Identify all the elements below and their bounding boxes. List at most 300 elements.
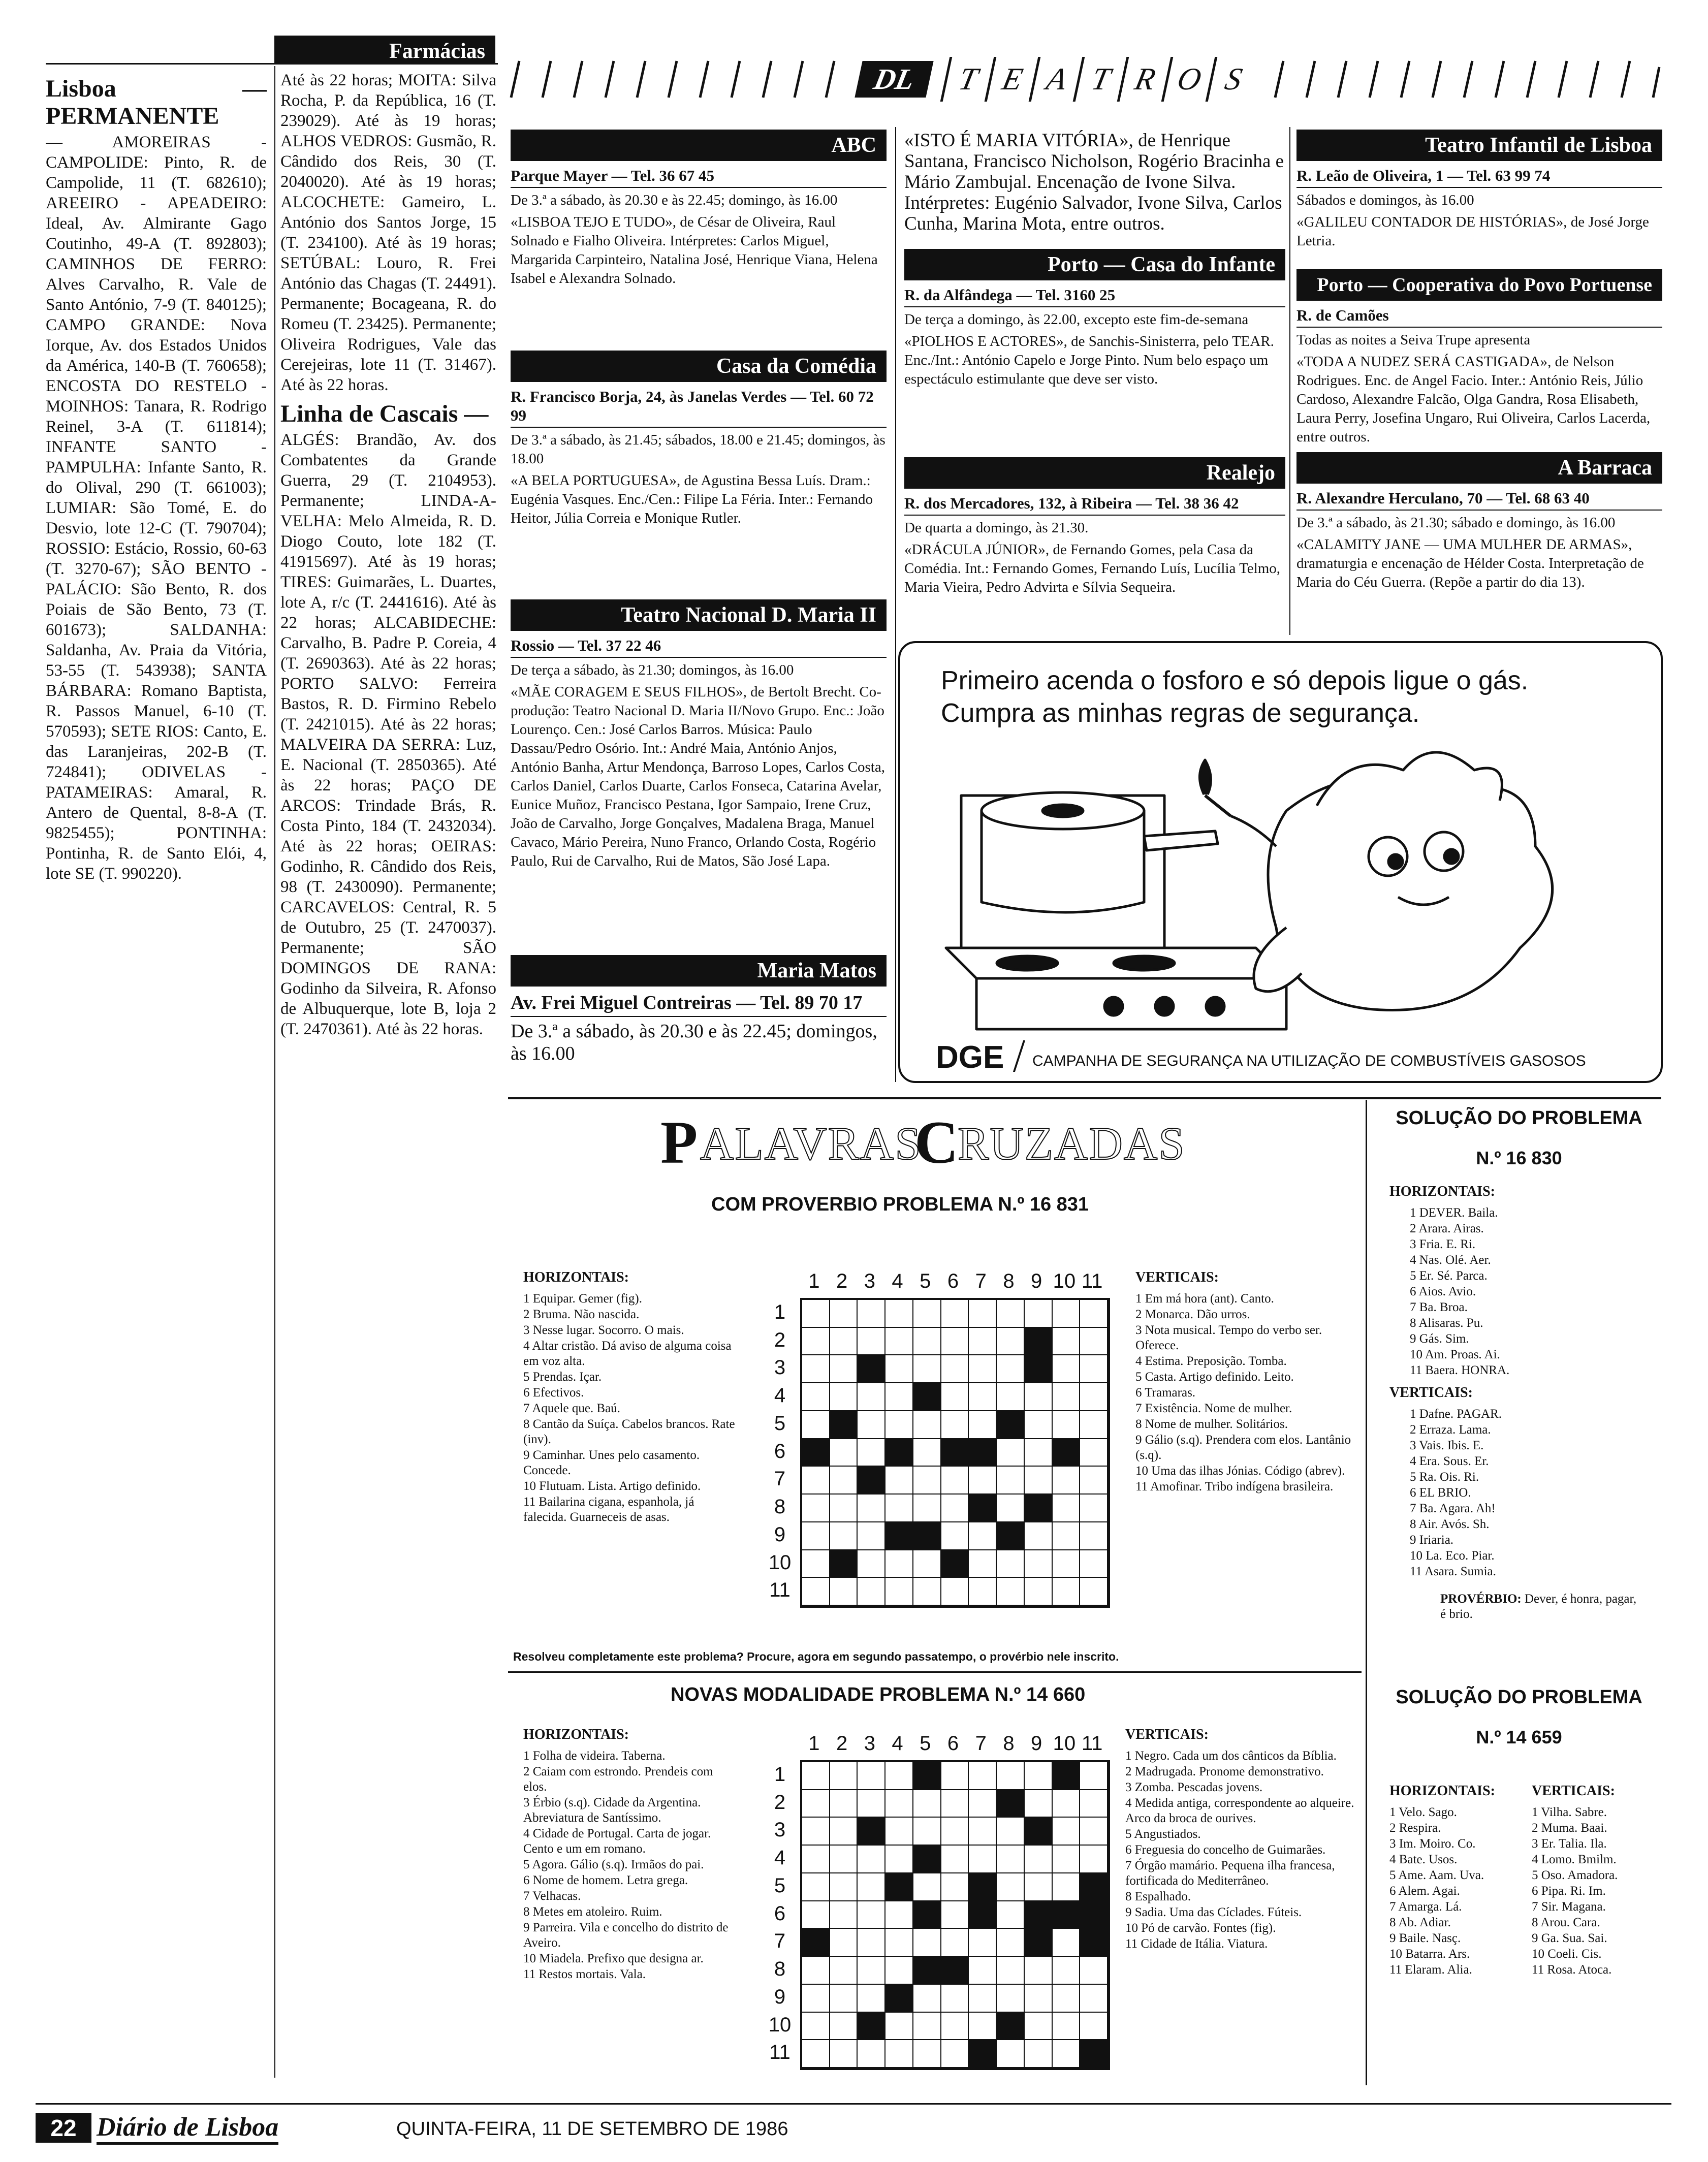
puzzle2-cell-r4c4[interactable] — [885, 1846, 913, 1873]
puzzle2-cell-r2c4[interactable] — [885, 1790, 913, 1818]
puzzle2-cell-r5c1[interactable] — [802, 1873, 830, 1901]
puzzle2-cell-r5c6[interactable] — [941, 1873, 969, 1901]
puzzle2-cell-r11c6[interactable] — [941, 2040, 969, 2068]
puzzle1-cell-r7c5[interactable] — [913, 1467, 941, 1495]
s1-vert-9: 9 Iriaria. — [1410, 1533, 1454, 1547]
puzzle1-cell-r6c4[interactable] — [885, 1439, 913, 1467]
puzzle2-cell-r9c6[interactable] — [941, 1985, 969, 2013]
puzzle2-cell-r3c10[interactable] — [1053, 1818, 1081, 1846]
puzzle2-cell-r11c8[interactable] — [997, 2040, 1025, 2068]
puzzle1-cell-r3c10[interactable] — [1053, 1355, 1081, 1383]
puzzle1-cell-r1c11[interactable] — [1080, 1300, 1108, 1328]
puzzle2-cell-r4c10[interactable] — [1053, 1846, 1081, 1873]
puzzle1-cell-r7c2[interactable] — [830, 1467, 858, 1495]
puzzle2-cell-r4c7[interactable] — [969, 1846, 997, 1873]
theatre-casa-comedia-description: «A BELA PORTUGUESA», de Agustina Bessa Luís. Dram.: Eugénia Vasques. Enc./Cen.: Filipe La Féria. Inter.: Fernando Heitor, Júlia Correia e Monique Rutler. — [511, 472, 873, 526]
puzzle1-cell-r2c8[interactable] — [997, 1328, 1025, 1356]
s1-horiz-1: 1 DEVER. Baila. — [1410, 1206, 1498, 1220]
p1-horiz-clue-1: 1 Equipar. Gemer (fig). — [523, 1292, 642, 1306]
puzzle1-cell-r7c1[interactable] — [802, 1467, 830, 1495]
puzzle2-cell-r5c8[interactable] — [997, 1873, 1025, 1901]
puzzle2-cell-r8c3[interactable] — [858, 1957, 885, 1985]
puzzle2-cell-r6c10[interactable] — [1053, 1901, 1081, 1929]
puzzle2-cell-r9c3[interactable] — [858, 1985, 885, 2013]
puzzle1-cell-r7c8[interactable] — [997, 1467, 1025, 1495]
puzzle1-cell-r11c8[interactable] — [997, 1578, 1025, 1606]
puzzle1-cell-r3c6[interactable] — [941, 1355, 969, 1383]
p1-horiz-clue-6: 6 Efectivos. — [523, 1386, 584, 1400]
puzzle1-cell-r6c2[interactable] — [830, 1439, 858, 1467]
puzzle2-cell-r5c5[interactable] — [913, 1873, 941, 1901]
puzzle2-cell-r9c9[interactable] — [1025, 1985, 1053, 2013]
puzzle2-cell-r11c11[interactable] — [1080, 2040, 1108, 2068]
puzzle2-cell-r7c6[interactable] — [941, 1929, 969, 1957]
puzzle2-cell-r9c10[interactable] — [1053, 1985, 1081, 2013]
p2-vert-clue-1: 1 Negro. Cada um dos cânticos da Bíblia. — [1125, 1749, 1337, 1763]
puzzle1-cell-r2c4[interactable] — [885, 1328, 913, 1356]
puzzle2-col-number-9: 9 — [1031, 1732, 1042, 1755]
puzzle2-cell-r2c5[interactable] — [913, 1790, 941, 1818]
puzzle2-cell-r4c9[interactable] — [1025, 1846, 1053, 1873]
theatre-cooperativa-address: R. de Camões — [1296, 306, 1662, 328]
puzzle2-cell-r11c4[interactable] — [885, 2040, 913, 2068]
theatre-barraca-name: A Barraca — [1296, 452, 1662, 484]
puzzle2-cell-r4c1[interactable] — [802, 1846, 830, 1873]
puzzle1-cell-r1c4[interactable] — [885, 1300, 913, 1328]
puzzle1-cell-r4c8[interactable] — [997, 1383, 1025, 1411]
puzzle1-cell-r5c5[interactable] — [913, 1411, 941, 1439]
puzzle2-cell-r9c4[interactable] — [885, 1985, 913, 2013]
s2-horiz-7: 7 Amarga. Lá. — [1389, 1900, 1462, 1914]
puzzle1-cell-r3c11[interactable] — [1080, 1355, 1108, 1383]
puzzle1-cell-r2c1[interactable] — [802, 1328, 830, 1356]
puzzle1-cell-r10c11[interactable] — [1080, 1550, 1108, 1578]
puzzle2-cell-r6c9[interactable] — [1025, 1901, 1053, 1929]
puzzle2-row-number-11: 11 — [769, 2041, 790, 2064]
p1-vert-clue-6: 6 Tramaras. — [1135, 1386, 1196, 1400]
puzzle2-cell-r2c9[interactable] — [1025, 1790, 1053, 1818]
puzzle2-cell-r8c6[interactable] — [941, 1957, 969, 1985]
puzzle1-cell-r3c9[interactable] — [1025, 1355, 1053, 1383]
puzzle1-cell-r2c7[interactable] — [969, 1328, 997, 1356]
pharmacy-col1-text-1: — AMOREIRAS - CAMPOLIDE: Pinto, R. de Campolide, 11 (T. 682610); AREEIRO - APEADEIRO: Ideal, Av. Almirante Gago Coutinho, 49-A (T. 892803); CAMINHOS DE FERRO: Alves Carvalho, R. Vale de Santo António, 7-9 (T. 840125); CAMPO GRANDE: Nova Iorque, Av. dos Estados Unidos da América, 140-B (T. 760658); ENCOSTA DO RESTELO - MOINHOS: Tanara, R. Rodrigo Reinel, 3-A (T. 611814); INFANTE SANTO - PAMPULHA: Infante Santo, R. do Olival, 290 (T. 661003); LUMIAR: São Tomé, E. do Desvio, lote 12-C (T. 790704); ROSSIO: Estácio, Rossio, 60-63 (T. 3270-67); SÃO BENTO - PALÁCIO: São Bento, R. dos Poiais de São Bento, 73 (T. 601673); SALDANHA: Saldanha, Av. Praia da Vitória, 53-55 (T. 543938); SANTA BÁRBARA: Romano Baptista, R. Passos Manuel, 6-10 (T. 570593); SETE RIOS: Canto, E. das Laranjeiras, 202-B (T. 724841); ODIVELAS - PATAMEIRAS: Amaral, R. Antero de Quental, 8-8-A (T. 9825455); PONTINHA: Pontinha, R. de Santo Elói, 4, lote SE (T. 990220). — [46, 133, 267, 883]
puzzle2-cell-r6c2[interactable] — [830, 1901, 858, 1929]
puzzle2-cell-r1c3[interactable] — [858, 1762, 885, 1790]
puzzle1-cell-r3c2[interactable] — [830, 1355, 858, 1383]
puzzle2-cell-r2c8[interactable] — [997, 1790, 1025, 1818]
puzzle1-cell-r6c10[interactable] — [1053, 1439, 1081, 1467]
puzzle2-cell-r9c8[interactable] — [997, 1985, 1025, 2013]
puzzle2-cell-r3c1[interactable] — [802, 1818, 830, 1846]
puzzle2-cell-r7c7[interactable] — [969, 1929, 997, 1957]
puzzle2-cell-r7c9[interactable] — [1025, 1929, 1053, 1957]
puzzle1-cell-r9c1[interactable] — [802, 1522, 830, 1550]
puzzle1-cell-r4c6[interactable] — [941, 1383, 969, 1411]
puzzle2-row-number-2: 2 — [774, 1791, 786, 1814]
puzzle2-cell-r8c7[interactable] — [969, 1957, 997, 1985]
p2-horiz-clue-8: 8 Metes em atoleiro. Ruim. — [523, 1905, 662, 1919]
puzzle2-cell-r4c5[interactable] — [913, 1846, 941, 1873]
puzzle2-cell-r11c7[interactable] — [969, 2040, 997, 2068]
puzzle2-cell-r6c4[interactable] — [885, 1901, 913, 1929]
puzzle2-cell-r7c4[interactable] — [885, 1929, 913, 1957]
puzzle1-cell-r5c6[interactable] — [941, 1411, 969, 1439]
puzzle1-cell-r2c9[interactable] — [1025, 1328, 1053, 1356]
puzzle1-cell-r8c2[interactable] — [830, 1495, 858, 1522]
puzzle1-cell-r8c1[interactable] — [802, 1495, 830, 1522]
puzzle2-cell-r11c9[interactable] — [1025, 2040, 1053, 2068]
puzzle1-cell-r11c2[interactable] — [830, 1578, 858, 1606]
puzzle1-cell-r11c11[interactable] — [1080, 1578, 1108, 1606]
puzzle2-cell-r10c7[interactable] — [969, 2013, 997, 2041]
puzzle1-cell-r10c6[interactable] — [941, 1550, 969, 1578]
puzzle1-cell-r7c4[interactable] — [885, 1467, 913, 1495]
puzzle2-cell-r5c11[interactable] — [1080, 1873, 1108, 1901]
s2-horiz-2: 2 Respira. — [1389, 1821, 1441, 1835]
puzzle2-row-number-4: 4 — [774, 1847, 786, 1869]
puzzle1-cell-r2c11[interactable] — [1080, 1328, 1108, 1356]
puzzle1-cell-r11c3[interactable] — [858, 1578, 885, 1606]
puzzle1-cell-r3c1[interactable] — [802, 1355, 830, 1383]
theatre-barraca-description: «CALAMITY JANE — UMA MULHER DE ARMAS», dramaturgia e encenação de Hélder Costa. Interpretação de Maria do Céu Guerra. (Repõe a partir do dia 13). — [1296, 536, 1644, 590]
puzzle1-cell-r2c2[interactable] — [830, 1328, 858, 1356]
puzzle2-cell-r8c8[interactable] — [997, 1957, 1025, 1985]
puzzle2-cell-r10c6[interactable] — [941, 2013, 969, 2041]
puzzle2-cell-r4c11[interactable] — [1080, 1846, 1108, 1873]
s2-vert-5: 5 Oso. Amadora. — [1532, 1868, 1618, 1882]
puzzle2-cell-r11c10[interactable] — [1053, 2040, 1081, 2068]
puzzle1-cell-r9c10[interactable] — [1053, 1522, 1081, 1550]
puzzle1-row-number-4: 4 — [774, 1384, 786, 1407]
puzzle2-cell-r7c3[interactable] — [858, 1929, 885, 1957]
s2-horiz-6: 6 Alem. Agai. — [1389, 1884, 1460, 1898]
puzzle1-cell-r3c4[interactable] — [885, 1355, 913, 1383]
puzzle2-cell-r1c6[interactable] — [941, 1762, 969, 1790]
puzzle2-cell-r5c2[interactable] — [830, 1873, 858, 1901]
theatre-realejo-address: R. dos Mercadores, 132, à Ribeira — Tel. 38 36 42 — [904, 494, 1285, 516]
puzzle2-cell-r4c8[interactable] — [997, 1846, 1025, 1873]
puzzle2-cell-r3c8[interactable] — [997, 1818, 1025, 1846]
pharmacy-column-divider — [274, 66, 275, 2078]
theatre-abc-schedule: De 3.ª a sábado, às 20.30 e às 22.45; domingo, às 16.00 — [511, 192, 838, 208]
teatros-title — [945, 57, 1254, 102]
puzzle2-cell-r10c11[interactable] — [1080, 2013, 1108, 2041]
puzzle1-cell-r9c5[interactable] — [913, 1522, 941, 1550]
puzzle2-cell-r9c1[interactable] — [802, 1985, 830, 2013]
puzzle2-cell-r6c8[interactable] — [997, 1901, 1025, 1929]
puzzle2-cell-r8c2[interactable] — [830, 1957, 858, 1985]
puzzle2-cell-r10c5[interactable] — [913, 2013, 941, 2041]
puzzle1-cell-r5c10[interactable] — [1053, 1411, 1081, 1439]
puzzle1-cell-r8c9[interactable] — [1025, 1495, 1053, 1522]
puzzle1-cell-r11c1[interactable] — [802, 1578, 830, 1606]
puzzle1-cell-r8c10[interactable] — [1053, 1495, 1081, 1522]
puzzle1-row-number-7: 7 — [774, 1468, 786, 1490]
puzzle2-cell-r11c2[interactable] — [830, 2040, 858, 2068]
puzzle1-cell-r5c7[interactable] — [969, 1411, 997, 1439]
puzzle2-cell-r4c6[interactable] — [941, 1846, 969, 1873]
puzzle1-cell-r2c10[interactable] — [1053, 1328, 1081, 1356]
puzzle2-cell-r2c7[interactable] — [969, 1790, 997, 1818]
puzzle1-cell-r11c5[interactable] — [913, 1578, 941, 1606]
puzzle2-cell-r10c3[interactable] — [858, 2013, 885, 2041]
puzzle2-cell-r11c1[interactable] — [802, 2040, 830, 2068]
puzzle2-cell-r7c10[interactable] — [1053, 1929, 1081, 1957]
puzzle1-cell-r9c11[interactable] — [1080, 1522, 1108, 1550]
puzzle2-cell-r11c5[interactable] — [913, 2040, 941, 2068]
pharmacy-col2-text-2: ALGÉS: Brandão, Av. dos Combatentes da Grande Guerra, 29 (T. 2104953). Permanente; LINDA-A-VELHA: Melo Almeida, R. D. Diogo Couto, lote 182 (T. 41915697). Até às 19 horas; TIRES: Guimarães, L. Duartes, lote A, r/c (T. 2441616). Até às 22 horas; ALCABIDECHE: Carvalho, B. Padre P. Coreia, 4 (T. 2690363). Até às 22 horas; PORTO SALVO: Ferreira Bastos, R. D. Firmino Rebelo (T. 2421015). Até às 22 horas; MALVEIRA DA SERRA: Luz, E. Nacional (T. 2850365). Até às 22 horas; PAÇO DE ARCOS: Trindade Brás, R. Costa Pinto, 184 (T. 2432034). Até às 22 horas; OEIRAS: Godinho, R. Cândido dos Reis, 98 (T. 2430090). Permanente; CARCAVELOS: Central, R. 5 de Outubro, 25 (T. 2470037). Permanente; SÃO DOMINGOS DE RANA: Godinho da Silveira, R. Afonso de Albuquerque, lote B, loja 2 (T. 2470361). Até às 22 horas. — [280, 431, 496, 1038]
banner-word-1: ALAVRAS — [700, 1118, 922, 1169]
puzzle2-cell-r6c5[interactable] — [913, 1901, 941, 1929]
puzzle1-cell-r10c3[interactable] — [858, 1550, 885, 1578]
puzzle2-cell-r1c11[interactable] — [1080, 1762, 1108, 1790]
theatre-dmaria-schedule: De terça a sábado, às 21.30; domingos, às 16.00 — [511, 662, 794, 678]
puzzle2-cell-r8c1[interactable] — [802, 1957, 830, 1985]
puzzle1-cell-r11c4[interactable] — [885, 1578, 913, 1606]
puzzle2-cell-r7c1[interactable] — [802, 1929, 830, 1957]
p2-vert-clue-2: 2 Madrugada. Pronome demonstrativo. — [1125, 1765, 1324, 1778]
puzzle2-cell-r6c6[interactable] — [941, 1901, 969, 1929]
puzzle2-cell-r11c3[interactable] — [858, 2040, 885, 2068]
puzzle2-cell-r7c5[interactable] — [913, 1929, 941, 1957]
puzzle1-cell-r1c6[interactable] — [941, 1300, 969, 1328]
ad-headline-1: Primeiro acenda o fosforo e só depois ligue o gás. — [941, 666, 1529, 695]
puzzle1-cell-r1c10[interactable] — [1053, 1300, 1081, 1328]
puzzle2-cell-r4c3[interactable] — [858, 1846, 885, 1873]
solution1-proverb-label: PROVÉRBIO: — [1440, 1592, 1522, 1606]
puzzle1-cell-r9c9[interactable] — [1025, 1522, 1053, 1550]
puzzle2-cell-r3c3[interactable] — [858, 1818, 885, 1846]
theatre-barraca — [1296, 452, 1662, 595]
puzzle2-cell-r7c11[interactable] — [1080, 1929, 1108, 1957]
puzzle1-cell-r6c6[interactable] — [941, 1439, 969, 1467]
puzzle1-cell-r7c11[interactable] — [1080, 1467, 1108, 1495]
puzzle1-col-number-11: 11 — [1081, 1270, 1103, 1292]
puzzle1-cell-r2c3[interactable] — [858, 1328, 885, 1356]
puzzle1-cell-r10c2[interactable] — [830, 1550, 858, 1578]
puzzle2-cell-r10c1[interactable] — [802, 2013, 830, 2041]
s1-vert-8: 8 Air. Avós. Sh. — [1410, 1517, 1490, 1531]
puzzle1-cell-r10c5[interactable] — [913, 1550, 941, 1578]
puzzle2-cell-r1c10[interactable] — [1053, 1762, 1081, 1790]
puzzle1-cell-r1c8[interactable] — [997, 1300, 1025, 1328]
puzzle1-cell-r8c7[interactable] — [969, 1495, 997, 1522]
theatre-infantil — [1296, 130, 1662, 253]
theatre-cooperativa-name: Porto — Cooperativa do Povo Portuense — [1296, 269, 1662, 301]
puzzle1-cell-r8c5[interactable] — [913, 1495, 941, 1522]
p2-vert-clue-4: 4 Medida antiga, correspondente ao alqueire. Arco da broca de ourives. — [1125, 1796, 1354, 1825]
puzzle2-cell-r3c2[interactable] — [830, 1818, 858, 1846]
puzzle2-cell-r1c9[interactable] — [1025, 1762, 1053, 1790]
puzzle1-cell-r10c9[interactable] — [1025, 1550, 1053, 1578]
puzzle2-horiz-list — [523, 1748, 737, 1982]
puzzle1-cell-r6c3[interactable] — [858, 1439, 885, 1467]
puzzle2-cell-r9c2[interactable] — [830, 1985, 858, 2013]
puzzle1-cell-r5c9[interactable] — [1025, 1411, 1053, 1439]
puzzle2-cell-r4c2[interactable] — [830, 1846, 858, 1873]
puzzle2-cell-r3c5[interactable] — [913, 1818, 941, 1846]
puzzle2-cell-r3c9[interactable] — [1025, 1818, 1053, 1846]
puzzle2-col-number-3: 3 — [864, 1732, 875, 1755]
s1-vert-10: 10 La. Eco. Piar. — [1410, 1549, 1495, 1563]
puzzle2-cell-r10c10[interactable] — [1053, 2013, 1081, 2041]
puzzle2-cell-r7c8[interactable] — [997, 1929, 1025, 1957]
puzzle2-cell-r2c2[interactable] — [830, 1790, 858, 1818]
puzzle2-cell-r2c6[interactable] — [941, 1790, 969, 1818]
puzzle1-cell-r1c3[interactable] — [858, 1300, 885, 1328]
puzzle1-cell-r1c5[interactable] — [913, 1300, 941, 1328]
puzzle1-cell-r10c7[interactable] — [969, 1550, 997, 1578]
p1-vert-clue-3: 3 Nota musical. Tempo do verbo ser. Oferece. — [1135, 1323, 1322, 1352]
puzzle1-cell-r4c3[interactable] — [858, 1383, 885, 1411]
theatre-maria-vitoria-description: «ISTO É MARIA VITÓRIA», de Henrique Santana, Francisco Nicholson, Rogério Bracinha e Mário Zambujal. Encenação de Ivone Silva. Intérpretes: Eugénio Salvador, Ivone Silva, Carlos Cunha, Marina Mota, entre outros. — [904, 130, 1284, 234]
puzzle2-cell-r10c9[interactable] — [1025, 2013, 1053, 2041]
puzzle1-cell-r4c9[interactable] — [1025, 1383, 1053, 1411]
s2-vert-4: 4 Lomo. Bmilm. — [1532, 1853, 1617, 1866]
puzzle1-cell-r5c1[interactable] — [802, 1411, 830, 1439]
puzzle2-cell-r3c6[interactable] — [941, 1818, 969, 1846]
puzzle1-cell-r3c8[interactable] — [997, 1355, 1025, 1383]
puzzle1-cell-r2c6[interactable] — [941, 1328, 969, 1356]
p2-horiz-clue-7: 7 Velhacas. — [523, 1889, 581, 1903]
puzzle1-cell-r4c7[interactable] — [969, 1383, 997, 1411]
puzzle2-cell-r2c1[interactable] — [802, 1790, 830, 1818]
teatros-letter-2: A — [1029, 57, 1083, 102]
puzzle1-cell-r6c9[interactable] — [1025, 1439, 1053, 1467]
theatre-realejo-description: «DRÁCULA JÚNIOR», de Fernando Gomes, pela Casa da Comédia. Int.: Fernando Gomes, Fernando Luís, Lucília Telmo, Maria Vieira, Pedro Advirta e Sílvia Sequeira. — [904, 542, 1281, 595]
puzzle1-cell-r10c8[interactable] — [997, 1550, 1025, 1578]
puzzle2-cell-r3c4[interactable] — [885, 1818, 913, 1846]
puzzle2-cell-r5c7[interactable] — [969, 1873, 997, 1901]
puzzle2-row-number-10: 10 — [768, 2013, 792, 2036]
puzzle1-cell-r11c10[interactable] — [1053, 1578, 1081, 1606]
puzzle2-cell-r10c4[interactable] — [885, 2013, 913, 2041]
puzzle2-cell-r6c11[interactable] — [1080, 1901, 1108, 1929]
puzzle-separator — [508, 1671, 1362, 1673]
puzzle2-cell-r1c5[interactable] — [913, 1762, 941, 1790]
puzzle1-col-number-5: 5 — [920, 1270, 931, 1292]
puzzle2-cell-r8c4[interactable] — [885, 1957, 913, 1985]
puzzle2-cell-r5c3[interactable] — [858, 1873, 885, 1901]
puzzle1-cell-r1c9[interactable] — [1025, 1300, 1053, 1328]
palavras-cruzadas-banner — [660, 1107, 1219, 1176]
puzzle1-cell-r1c1[interactable] — [802, 1300, 830, 1328]
puzzle1-cell-r4c1[interactable] — [802, 1383, 830, 1411]
puzzle1-cell-r4c10[interactable] — [1053, 1383, 1081, 1411]
puzzle2-cell-r9c11[interactable] — [1080, 1985, 1108, 2013]
puzzle1-cell-r8c8[interactable] — [997, 1495, 1025, 1522]
puzzle2-cell-r8c10[interactable] — [1053, 1957, 1081, 1985]
puzzle1-cell-r8c3[interactable] — [858, 1495, 885, 1522]
puzzle1-cell-r10c4[interactable] — [885, 1550, 913, 1578]
p1-vert-clue-7: 7 Existência. Nome de mulher. — [1135, 1402, 1292, 1415]
puzzle1-cell-r4c5[interactable] — [913, 1383, 941, 1411]
puzzle1-cell-r5c2[interactable] — [830, 1411, 858, 1439]
puzzle2-cell-r3c7[interactable] — [969, 1818, 997, 1846]
puzzle1-cell-r3c5[interactable] — [913, 1355, 941, 1383]
puzzle2-cell-r1c4[interactable] — [885, 1762, 913, 1790]
puzzle1-cell-r4c11[interactable] — [1080, 1383, 1108, 1411]
puzzle1-cell-r9c8[interactable] — [997, 1522, 1025, 1550]
puzzle2-cell-r8c5[interactable] — [913, 1957, 941, 1985]
puzzle1-cell-r9c3[interactable] — [858, 1522, 885, 1550]
puzzle1-cell-r8c6[interactable] — [941, 1495, 969, 1522]
puzzle2-cell-r10c8[interactable] — [997, 2013, 1025, 2041]
puzzle1-cell-r7c10[interactable] — [1053, 1467, 1081, 1495]
puzzle1-cell-r8c11[interactable] — [1080, 1495, 1108, 1522]
puzzle1-cell-r4c2[interactable] — [830, 1383, 858, 1411]
puzzle1-cell-r9c6[interactable] — [941, 1522, 969, 1550]
puzzle1-cell-r11c6[interactable] — [941, 1578, 969, 1606]
puzzle2-cell-r6c7[interactable] — [969, 1901, 997, 1929]
puzzle2-cell-r1c2[interactable] — [830, 1762, 858, 1790]
puzzle1-cell-r7c9[interactable] — [1025, 1467, 1053, 1495]
puzzle1-cell-r7c7[interactable] — [969, 1467, 997, 1495]
puzzle1-cell-r5c4[interactable] — [885, 1411, 913, 1439]
puzzle1-cell-r9c4[interactable] — [885, 1522, 913, 1550]
puzzle2-cell-r5c10[interactable] — [1053, 1873, 1081, 1901]
puzzle2-cell-r8c9[interactable] — [1025, 1957, 1053, 1985]
puzzle2-cell-r9c7[interactable] — [969, 1985, 997, 2013]
theatre-abc-description: «LISBOA TEJO E TUDO», de César de Oliveira, Raul Solnado e Fialho Oliveira. Intérpretes: Carlos Miguel, Margarida Carpinteiro, Natalina José, Henrique Viana, Helena Isabel e Alexandra Solnado. — [511, 214, 878, 287]
puzzle1-cell-r1c2[interactable] — [830, 1300, 858, 1328]
puzzle1-cell-r7c6[interactable] — [941, 1467, 969, 1495]
puzzle2-col-number-10: 10 — [1053, 1732, 1076, 1755]
puzzle1-cell-r6c5[interactable] — [913, 1439, 941, 1467]
puzzle1-cell-r10c1[interactable] — [802, 1550, 830, 1578]
puzzle2-cell-r3c11[interactable] — [1080, 1818, 1108, 1846]
puzzle1-cell-r9c2[interactable] — [830, 1522, 858, 1550]
puzzle1-cell-r6c11[interactable] — [1080, 1439, 1108, 1467]
p2-horiz-clue-1: 1 Folha de videira. Taberna. — [523, 1749, 666, 1763]
puzzle1-cell-r5c3[interactable] — [858, 1411, 885, 1439]
puzzle1-cell-r9c7[interactable] — [969, 1522, 997, 1550]
puzzle1-cell-r5c11[interactable] — [1080, 1411, 1108, 1439]
puzzle2-cell-r6c1[interactable] — [802, 1901, 830, 1929]
puzzle1-cell-r3c7[interactable] — [969, 1355, 997, 1383]
puzzle2-cell-r2c3[interactable] — [858, 1790, 885, 1818]
puzzle2-cell-r6c3[interactable] — [858, 1901, 885, 1929]
puzzle1-cell-r10c10[interactable] — [1053, 1550, 1081, 1578]
puzzle1-cell-r6c8[interactable] — [997, 1439, 1025, 1467]
puzzle1-cell-r11c7[interactable] — [969, 1578, 997, 1606]
puzzle1-cell-r11c9[interactable] — [1025, 1578, 1053, 1606]
puzzle2-cell-r1c8[interactable] — [997, 1762, 1025, 1790]
puzzle2-cell-r5c4[interactable] — [885, 1873, 913, 1901]
s2-vert-7: 7 Sir. Magana. — [1532, 1900, 1606, 1914]
puzzle2-cell-r8c11[interactable] — [1080, 1957, 1108, 1985]
puzzle1-cell-r6c1[interactable] — [802, 1439, 830, 1467]
puzzle2-cell-r2c10[interactable] — [1053, 1790, 1081, 1818]
puzzle2-cell-r2c11[interactable] — [1080, 1790, 1108, 1818]
puzzle2-cell-r1c1[interactable] — [802, 1762, 830, 1790]
puzzle1-cell-r1c7[interactable] — [969, 1300, 997, 1328]
puzzle1-cell-r8c4[interactable] — [885, 1495, 913, 1522]
puzzle1-cell-r5c8[interactable] — [997, 1411, 1025, 1439]
puzzle1-cell-r3c3[interactable] — [858, 1355, 885, 1383]
puzzle1-col-number-8: 8 — [1003, 1270, 1015, 1292]
puzzle2-cell-r5c9[interactable] — [1025, 1873, 1053, 1901]
dge-safety-ad — [898, 641, 1663, 1083]
puzzle2-cell-r1c7[interactable] — [969, 1762, 997, 1790]
puzzle2-cell-r10c2[interactable] — [830, 2013, 858, 2041]
puzzle1-cell-r7c3[interactable] — [858, 1467, 885, 1495]
puzzle1-cell-r6c7[interactable] — [969, 1439, 997, 1467]
puzzle2-cell-r9c5[interactable] — [913, 1985, 941, 2013]
puzzle1-cell-r4c4[interactable] — [885, 1383, 913, 1411]
puzzle1-cell-r2c5[interactable] — [913, 1328, 941, 1356]
puzzle2-cell-r7c2[interactable] — [830, 1929, 858, 1957]
